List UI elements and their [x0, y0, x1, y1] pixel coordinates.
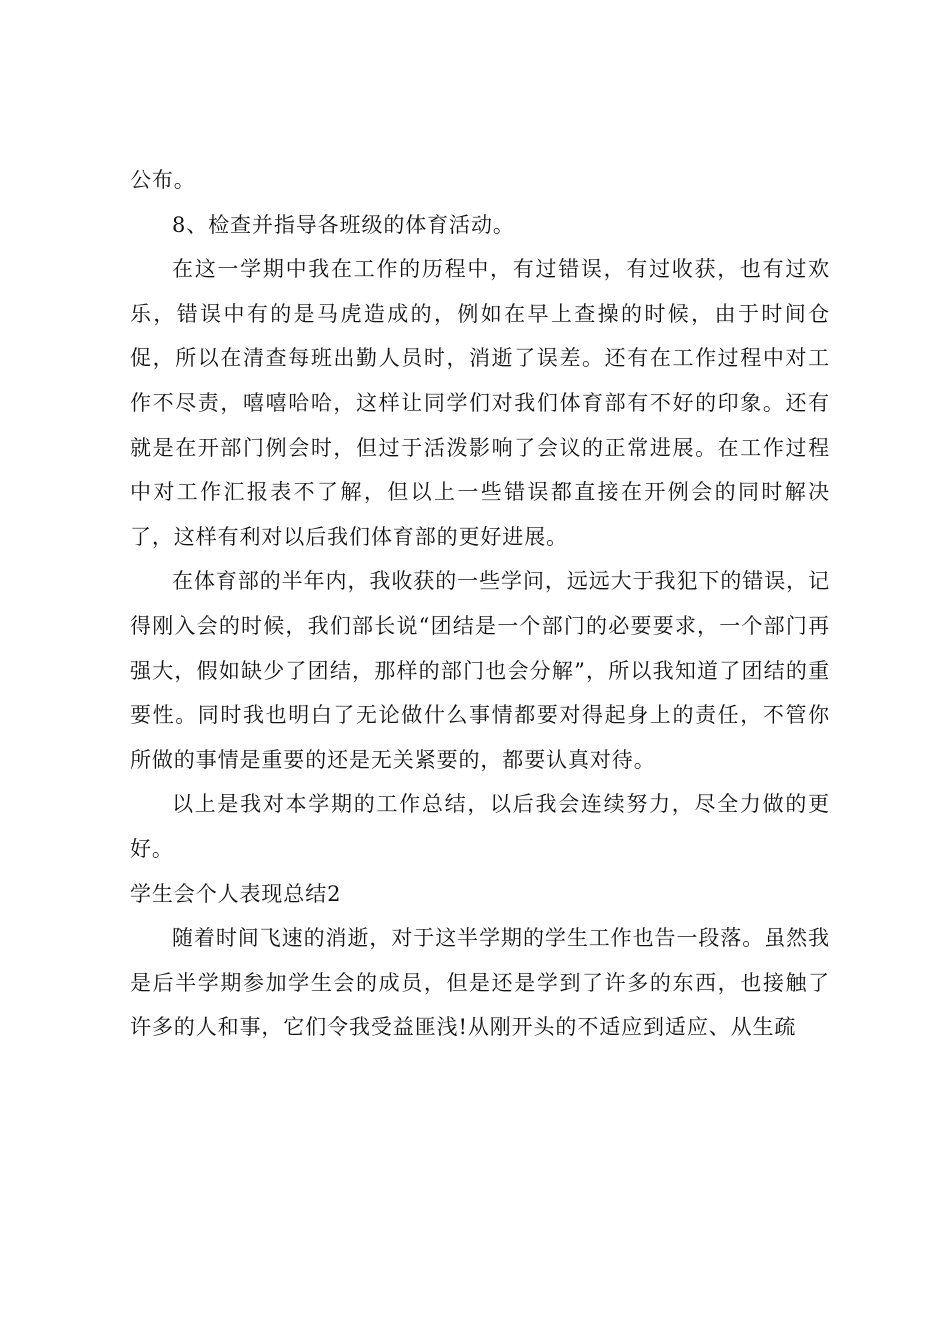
paragraph-continuation: 公布。: [130, 168, 196, 192]
document-body: [130, 158, 830, 1050]
paragraph-conclusion: 以上是我对本学期的工作总结，以后我会连续努力，尽全力做的更好。: [130, 792, 830, 861]
section-heading: 学生会个人表现总结2: [130, 881, 342, 906]
paragraph-reflection: 在这一学期中我在工作的历程中，有过错误，有过收获，也有过欢乐，错误中有的是马虎造成的，例如在早上查操的时候，由于时间仓促，所以在清查每班出勤人员时，消逝了误差。还有在工作过程中对工作不尽责，嘻嘻哈哈，这样让同学们对我们体育部有不好的印象。还有就是在开部门例会时，但过于活泼影响了会议的正常进展。在工作过程中对工作汇报表不了解，但以上一些错误都直接在开例会的同时解决了，这样有利对以后我们体育部的更好进展。: [130, 257, 830, 549]
paragraph-gains: 在体育部的半年内，我收获的一些学问，远远大于我犯下的错误，记得刚入会的时候，我们部长说“团结是一个部门的必要要求，一个部门再强大，假如缺少了团结，那样的部门也会分解”，所以我知道了团结的重要性。同时我也明白了无论做什么事情都要对得起身上的责任，不管你所做的事情是重要的还是无关紧要的，都要认真对待。: [130, 569, 830, 772]
paragraph-section2-intro: 随着时间飞速的消逝，对于这半学期的学生工作也告一段落。虽然我是后半学期参加学生会的成员，但是还是学到了许多的东西，也接触了许多的人和事，它们令我受益匪浅!从刚开头的不适应到适应、从生疏: [130, 926, 830, 1040]
paragraph-item-8: 8、检查并指导各班级的体育活动。: [172, 212, 515, 237]
